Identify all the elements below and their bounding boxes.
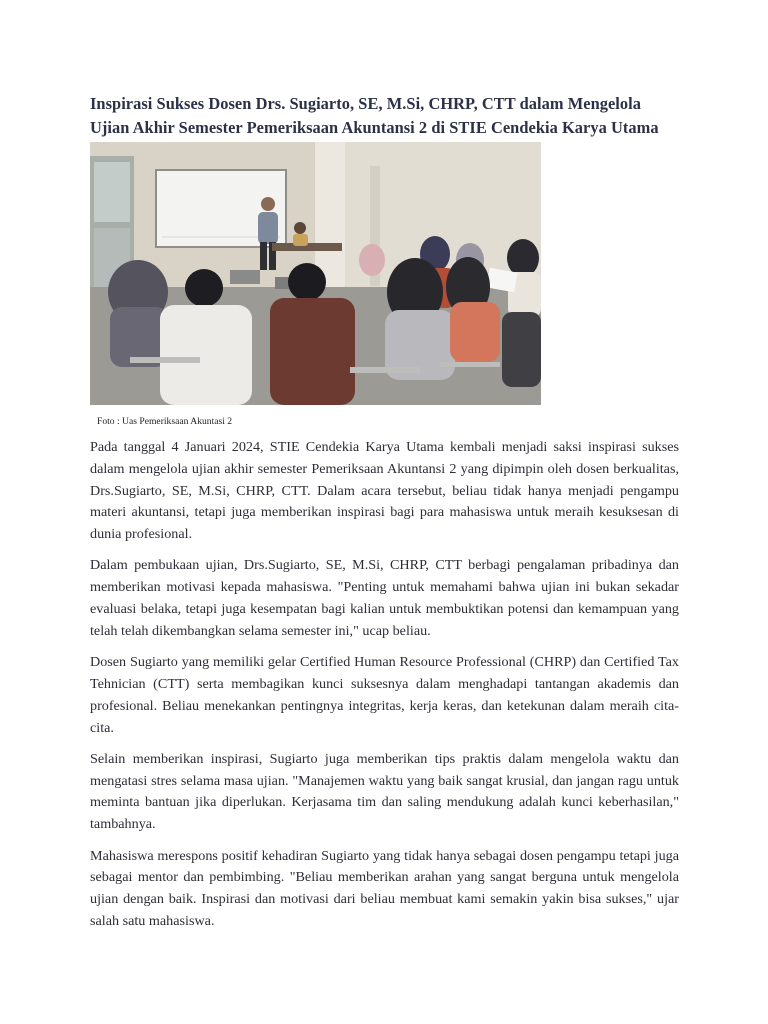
paragraph-4: Selain memberikan inspirasi, Sugiarto juga memberikan tips praktis dalam mengelola waktu dan mengatasi stres selama masa ujian. "Manajemen waktu yang baik sangat krusial, dan jangan ragu untuk meminta bantuan jika diperlukan. Kerjasama tim dan saling mendukung adalah kunci keberhasilan," tambahnya. <box>90 750 679 833</box>
article <box>90 92 679 933</box>
paragraph-5: Mahasiswa merespons positif kehadiran Sugiarto yang tidak hanya sebagai dosen pengampu tetapi juga sebagai mentor dan pembimbing. "Beliau memberikan arahan yang sangat berguna untuk mengelola ujian dengan baik. Inspirasi dan motivasi dari beliau membuat kami semakin yakin bisa sukses," ujar salah satu mahasiswa. <box>90 847 679 929</box>
paragraph-1: Pada tanggal 4 Januari 2024, STIE Cendekia Karya Utama kembali menjadi saksi inspirasi sukses dalam mengelola ujian akhir semester Pemeriksaan Akuntansi 2 yang dipimpin oleh dosen berkualitas, Drs.Sugiarto, SE, M.Si, CHRP, CTT. Dalam acara tersebut, beliau tidak hanya menjadi pengampu materi akuntansi, tetapi juga memberikan inspirasi bagi para mahasiswa untuk meraih kesuksesan di dunia profesional. <box>90 439 679 543</box>
article-title: Inspirasi Sukses Dosen Drs. Sugiarto, SE, M.Si, CHRP, CTT dalam Mengelola Ujian Akhir Semester Pemeriksaan Akuntansi 2 di STIE Cendekia Karya Utama <box>90 94 659 137</box>
photo-caption: Foto : Uas Pemeriksaan Akuntasi 2 <box>97 416 233 427</box>
exam-classroom-photo <box>90 142 541 405</box>
paragraph-3: Dosen Sugiarto yang memiliki gelar Certified Human Resource Professional (CHRP) dan Certified Tax Tehnician (CTT) serta membagikan kunci suksesnya dalam menghadapi tantangan akademis dan profesional. Beliau menekankan pentingnya integritas, kerja keras, dan ketekunan dalam meraih cita-cita. <box>90 654 679 736</box>
paragraph-2: Dalam pembukaan ujian, Drs.Sugiarto, SE, M.Si, CHRP, CTT berbagi pengalaman pribadinya dan memberikan motivasi kepada mahasiswa. "Penting untuk memahami bahwa ujian ini bukan sekadar evaluasi belaka, tetapi juga kesempatan bagi kalian untuk membuktikan potensi dan kemampuan yang telah telah dikembangkan selama semester ini," ucap beliau. <box>90 557 679 639</box>
